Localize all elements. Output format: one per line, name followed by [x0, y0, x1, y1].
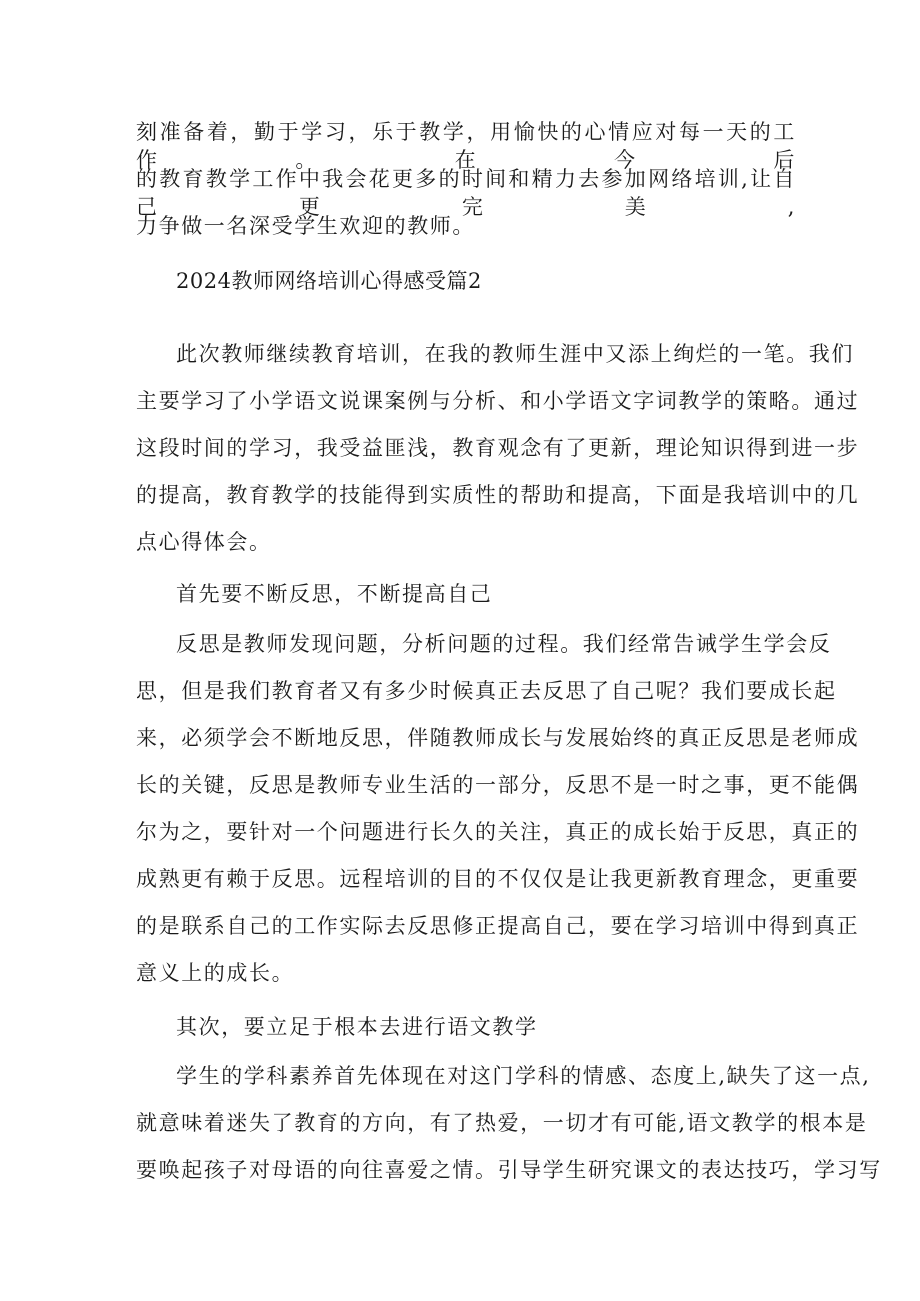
section-title: 2024教师网络培训心得感受篇2: [176, 269, 482, 293]
intro-line-3: 力争做一名深受学生欢迎的教师。: [136, 214, 475, 238]
paragraph2-line-5: 尔为之，要针对一个问题进行长久的关注，真正的成长始于反思，真正的: [136, 820, 860, 844]
paragraph1-line-5: 点心得体会。: [136, 530, 272, 554]
paragraph2-line-2: 思，但是我们教育者又有多少时候真正去反思了自己呢？我们要成长起: [136, 679, 837, 703]
paragraph2-line-3: 来，必须学会不断地反思，伴随教师成长与发展始终的真正反思是老师成: [136, 726, 860, 750]
heading-fundamentals: 其次，要立足于根本去进行语文教学: [176, 1015, 538, 1039]
paragraph3-line-3: 要唤起孩子对母语的向往喜爱之情。引导学生研究课文的表达技巧，学习写: [136, 1158, 882, 1182]
heading-reflection: 首先要不断反思，不断提高自己: [176, 582, 493, 606]
paragraph1-line-2: 主要学习了小学语文说课案例与分析、和小学语文字词教学的策略。通过: [136, 389, 860, 413]
paragraph3-line-2: 就意味着迷失了教育的方向，有了热爱，一切才有可能,语文教学的根本是: [136, 1111, 868, 1135]
paragraph2-line-8: 意义上的成长。: [136, 961, 295, 985]
intro-line-2: 的教育教学工作中我会花更多的时间和精力去参加网络培训,让自己更完美,: [136, 167, 796, 219]
paragraph3-line-1: 学生的学科素养首先体现在对这门学科的情感、态度上,缺失了这一点,: [176, 1064, 871, 1088]
paragraph2-line-1: 反思是教师发现问题，分析问题的过程。我们经常告诫学生学会反: [176, 632, 832, 656]
paragraph2-line-7: 的是联系自己的工作实际去反思修正提高自己，要在学习培训中得到真正: [136, 914, 860, 938]
intro-line-1: 刻准备着，勤于学习，乐于教学，用愉快的心情应对每一天的工作。在今后: [136, 120, 796, 172]
paragraph2-line-6: 成熟更有赖于反思。远程培训的目的不仅仅是让我更新教育理念，更重要: [136, 867, 860, 891]
paragraph1-line-3: 这段时间的学习，我受益匪浅，教育观念有了更新，理论知识得到进一步: [136, 436, 860, 460]
paragraph1-line-4: 的提高，教育教学的技能得到实质性的帮助和提高，下面是我培训中的几: [136, 483, 860, 507]
paragraph1-line-1: 此次教师继续教育培训，在我的教师生涯中又添上绚烂的一笔。我们: [176, 342, 854, 366]
paragraph2-line-4: 长的关键，反思是教师专业生活的一部分，反思不是一时之事，更不能偶: [136, 773, 860, 797]
